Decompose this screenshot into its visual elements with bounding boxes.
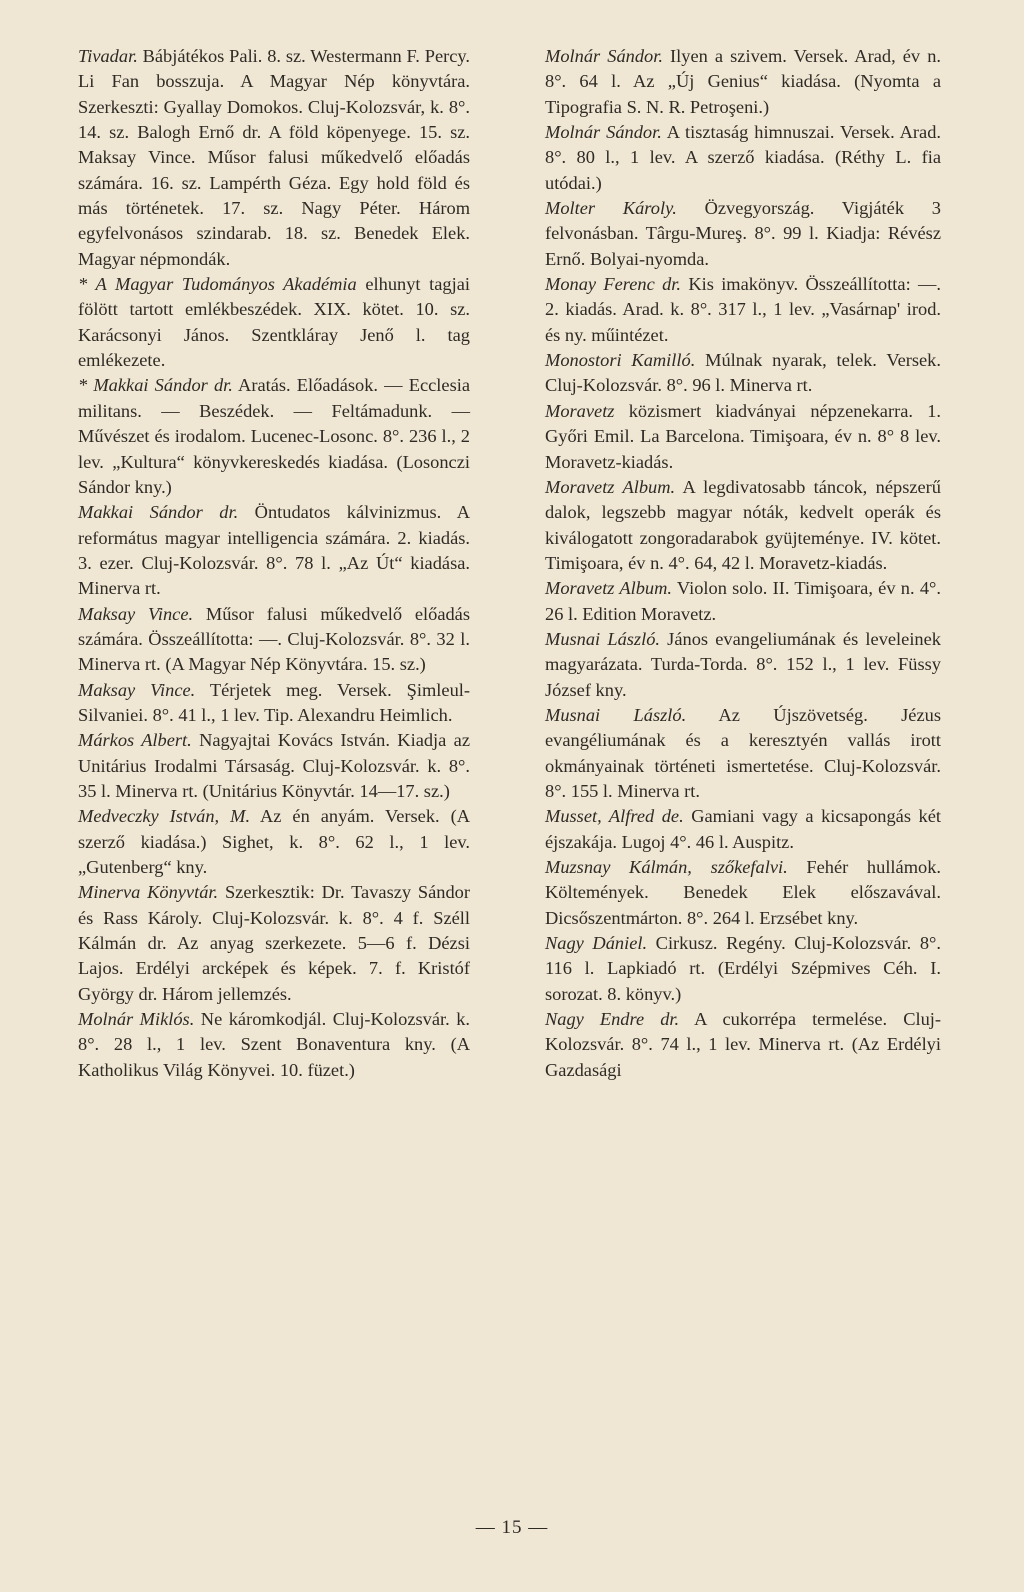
bibliography-entry [545,627,941,703]
bibliography-entry [545,272,941,348]
entry-author: Makkai Sándor dr. [78,502,239,523]
entry-description: elhunyt tagjai fölött tartott emlékbeszédek. XIX. kötet. 10. sz. Karácsonyi János. Szentkláray Jenő l. tag emlékezete. [78,274,470,371]
entry-description: közismert kiadványai népzenekarra. 1. Győri Emil. La Barcelona. Timişoara, év n. 8° 8 lev. Moravetz-kiadás. [545,400,941,472]
bibliography-entry [545,855,941,931]
entry-author: Muzsnay Kálmán, szőkefalvi. [545,857,788,877]
entry-description: Cirkusz. Regény. Cluj-Kolozsvár. 8°. 116 l. Lapkiadó rt. (Erdélyi Szépmives Céh. I. sorozat. 8. könyv.) [545,933,941,1004]
entry-description: Bábjátékos Pali. 8. sz. Westermann F. Percy. Li Fan bosszuja. A Magyar Nép könyvtára. Szerkeszti: Gyallay Domokos. Cluj-Kolozsvár, k. 8°. 14. sz. Balogh Ernő dr. A föld köpenyege. 15. sz. Maksay Vince. Műsor falusi műkedvelő előadás számára. 16. sz. Lampérth Géza. Egy hold föld és más történetek. 17. sz. Nagy Péter. Három egyfelvonásos szindarab. 18. sz. Benedek Elek. Magyar népmondák. [78,46,470,269]
entry-description: Nagyajtai Kovács István. Kiadja az Unitárius Irodalmi Társaság. Cluj-Kolozsvár. k. 8°. 35 l. Minerva rt. (Unitárius Könyvtár. 14—17. sz.) [78,730,470,801]
entry-author: * A Magyar Tudományos Akadémia [78,274,357,295]
entry-author: Monay Ferenc dr. [545,274,682,295]
entry-author: Maksay Vince. [78,679,196,700]
entry-description: Kis imakönyv. Összeállította: —. 2. kiadás. Arad. k. 8°. 317 l., 1 lev. „Vasárnap' irod. és ny. műintézet. [545,274,941,345]
entry-description: Az Újszövetség. Jézus evangéliumának és a keresztyén vallás irott okmányainak történeti ismertetése. Cluj-Kolozsvár. 8°. 155 l. Minerva rt. [545,704,941,801]
bibliography-entry [78,880,470,1007]
entry-author: Moravetz Album. [545,476,676,497]
bibliography-entry [545,475,941,576]
bibliography-entry [78,272,470,373]
entry-author: Musset, Alfred de. [545,806,684,827]
entry-description: Térjetek meg. Versek. Şimleul-Silvaniei. 8°. 41 l., 1 lev. Tip. Alexandru Heimlich. [78,679,470,725]
entry-author: Musnai László. [545,704,687,725]
entry-description: Ne káromkodjál. Cluj-Kolozsvár. k. 8°. 28 l., 1 lev. Szent Bonaventura kny. (A Katholikus Világ Könyvei. 10. füzet.) [78,1009,470,1080]
entry-author: Medveczky István, M. [78,806,251,827]
page-number: — 15 — [475,1517,549,1538]
bibliography-entry [78,500,470,601]
bibliography-entry [78,373,470,500]
bibliography-entry [78,728,470,804]
bibliography-entry [545,120,941,196]
bibliography-entry [78,1007,470,1083]
entry-author: Maksay Vince. [78,603,194,624]
entry-author: Nagy Dániel. [545,933,648,954]
entry-description: A cukorrépa termelése. Cluj-Kolozsvár. 8°. 74 l., 1 lev. Minerva rt. (Az Erdélyi Gazdasági [545,1009,941,1080]
entry-description: Múlnak nyarak, telek. Versek. Cluj-Kolozsvár. 8°. 96 l. Minerva rt. [545,350,941,396]
entry-author: Minerva Könyvtár. [78,882,219,903]
bibliography-entry [545,804,941,855]
entry-description: Özvegyország. Vigjáték 3 felvonásban. Târgu-Mureş. 8°. 99 l. Kiadja: Révész Ernő. Bolyai-nyomda. [545,198,941,269]
entry-description: János evangeliumának és leveleinek magyarázata. Turda-Torda. 8°. 152 l., 1 lev. Füssy József kny. [545,628,941,700]
entry-author: Molnár Sándor. [545,122,662,143]
entry-author: Márkos Albert. [78,730,192,751]
bibliography-entry [545,703,941,804]
entry-author: Molnár Sándor. [545,46,663,66]
entry-author: * Makkai Sándor dr. [78,375,233,396]
entry-author: Molnár Miklós. [78,1009,195,1030]
left-column [78,44,470,1083]
entry-description: Szerkesztik: Dr. Tavaszy Sándor és Rass Károly. Cluj-Kolozsvár. k. 8°. 4 f. Széll Kálmán dr. Az anyag szerkezete. 5—6 f. Dézsi Lajos. Erdélyi arcképek és képek. 7. f. Kristóf György dr. Három jellemzés. [78,882,470,1004]
entry-author: Moravetz [545,400,615,421]
entry-description: Ilyen a szivem. Versek. Arad, év n. 8°. 64 l. Az „Új Genius“ kiadása. (Nyomta a Tipografia S. N. R. Petroşeni.) [545,46,941,117]
entry-description: Violon solo. II. Timişoara, év n. 4°. 26 l. Edition Moravetz. [545,578,941,624]
entry-author: Molter Károly. [545,198,677,219]
entry-author: Nagy Endre dr. [545,1009,680,1030]
entry-description: Gamiani vagy a kicsapongás két éjszakája. Lugoj 4°. 46 l. Auspitz. [545,806,941,852]
bibliography-entry [78,678,470,729]
bibliography-entry [78,804,470,880]
entry-description: Öntudatos kálvinizmus. A református magyar intelligencia számára. 2. kiadás. 3. ezer. Cluj-Kolozsvár. 8°. 78 l. „Az Út“ kiadása. Minerva rt. [78,502,470,599]
entry-author: Moravetz Album. [545,578,672,599]
entry-author: Monostori Kamilló. [545,350,696,371]
bibliography-entry [545,931,941,1007]
entry-description: Fehér hullámok. Költemények. Benedek Elek előszavával. Dicsőszentmárton. 8°. 264 l. Erzsébet kny. [545,857,941,928]
bibliography-entry [78,602,470,678]
right-column [545,44,941,1083]
bibliography-entry [78,44,470,272]
entry-description: Műsor falusi műkedvelő előadás számára. Összeállította: —. Cluj-Kolozsvár. 8°. 32 l. Minerva rt. (A Magyar Nép Könyvtára. 15. sz.) [78,603,471,675]
entry-description: Aratás. Előadások. — Ecclesia militans. — Beszédek. — Feltámadunk. — Művészet és irodalom. Lucenec-Losonc. 8°. 236 l., 2 lev. „Kultura“ könyvkereskedés kiadása. (Losonczi Sándor kny.) [78,375,470,497]
entry-description: Az én anyám. Versek. (A szerző kiadása.) Sighet, k. 8°. 62 l., 1 lev. „Gutenberg“ kny. [78,806,470,877]
bibliography-entry [545,399,941,475]
entry-author: Musnai László. [545,628,660,649]
entry-description: A legdivatosabb táncok, népszerű dalok, legszebb magyar nóták, kedvelt operák és kiválogatott zongoradarabok gyüjteménye. IV. kötet. Timişoara, év n. 4°. 64, 42 l. Moravetz-kiadás. [545,476,941,573]
bibliography-entry [545,576,941,627]
entry-author: Tivadar. [78,46,138,66]
bibliography-entry [545,196,941,272]
bibliography-entry [545,348,941,399]
bibliography-entry [545,44,941,120]
entry-description: A tisztaság himnuszai. Versek. Arad. 8°. 80 l., 1 lev. A szerző kiadása. (Réthy L. fia utódai.) [545,122,941,193]
bibliography-entry [545,1007,941,1083]
